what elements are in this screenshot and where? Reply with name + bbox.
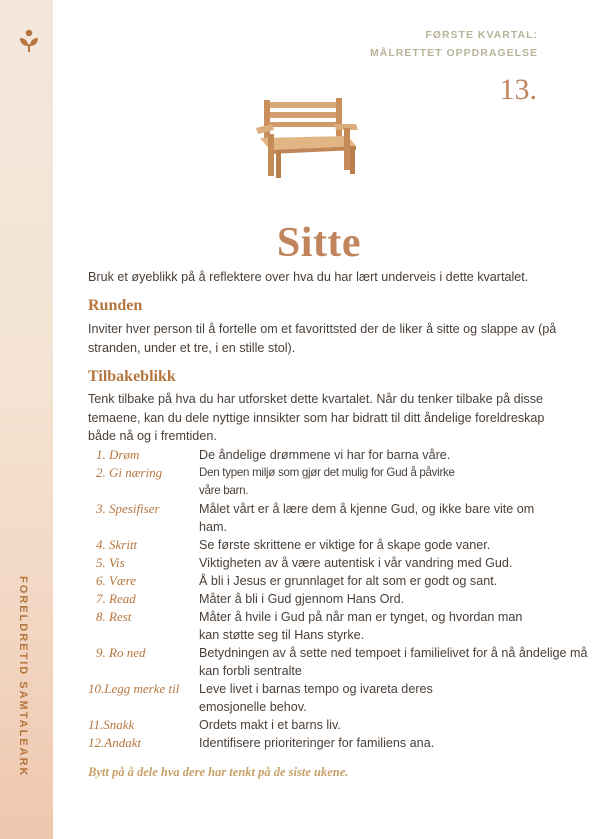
list-item — [88, 590, 598, 608]
item-description: Identifisere prioriteringer for familiens ana. — [199, 736, 435, 750]
quarter-line-2: MÅLRETTET OPPDRAGELSE — [369, 47, 538, 59]
item-description: Å bli i Jesus er grunnlaget for alt som er godt og sant. — [199, 574, 498, 588]
item-label: 1. Drøm — [96, 447, 140, 462]
item-label: 7. Read — [96, 591, 136, 606]
leaf-logo-icon — [19, 29, 39, 53]
item-description: Målet vårt er å lære dem å kjenne Gud, og ikke bare vite om ham. — [199, 502, 535, 534]
item-description: Leve livet i barnas tempo og ivareta deres emosjonelle behov. — [199, 682, 433, 714]
item-description: Viktigheten av å være autentisk i vår vandring med Gud. — [199, 556, 513, 570]
intro-text: Bruk et øyeblikk på å reflektere over hva du har lært underveis i dette kvartalet. — [88, 270, 529, 284]
item-label: 12.Andakt — [88, 735, 142, 750]
list-item — [88, 554, 598, 572]
item-description: Måter å bli i Gud gjennom Hans Ord. — [199, 592, 405, 606]
list-item — [88, 608, 598, 644]
list-item — [88, 446, 598, 464]
footer-prompt: Bytt på å dele hva dere har tenkt på de siste ukene. — [88, 765, 349, 779]
quarter-line-1: FØRSTE KVARTAL: — [425, 29, 538, 41]
quarter-heading — [370, 26, 538, 62]
item-label: 3. Spesifiser — [96, 501, 160, 516]
runden-text: Inviter hver person til å fortelle om et favorittsted der de liker å sitte og slappe av (på stranden, under et tre, i en stille stol). — [88, 322, 557, 355]
item-label: 5. Vis — [96, 555, 125, 570]
item-description: Se første skrittene er viktige for å skape gode vaner. — [199, 538, 491, 552]
list-item — [88, 464, 598, 500]
page-number: 13. — [499, 73, 537, 106]
bench-illustration — [252, 94, 364, 180]
item-label: 9. Ro ned — [96, 645, 146, 660]
list-item — [88, 680, 598, 716]
list-item — [88, 644, 598, 680]
side-strip — [0, 0, 53, 839]
item-description: Måter å hvile i Gud på når man er tynget, og hvordan man kan støtte seg til Hans styrke. — [199, 610, 523, 642]
item-label: 8. Rest — [96, 609, 132, 624]
item-label: 10.Legg merke til — [88, 681, 180, 696]
item-label: 2. Gi næring — [96, 465, 163, 480]
item-description: Den typen miljø som gjør det mulig for Gud å påvirke våre barn. — [199, 466, 455, 497]
section-heading-runden: Runden — [88, 297, 143, 314]
item-label: 11.Snakk — [88, 717, 135, 732]
section-heading-tilbakeblikk: Tilbakeblikk — [88, 368, 176, 385]
item-description: Ordets makt i et barns liv. — [199, 718, 341, 732]
list-item — [88, 536, 598, 554]
item-description: Betydningen av å sette ned tempoet i familielivet for å nå åndelige må kan forbli sentralte — [199, 646, 588, 678]
list-item — [88, 716, 598, 734]
item-label: 6. Være — [96, 573, 136, 588]
list-item — [88, 500, 598, 536]
list-item — [88, 734, 598, 752]
page-title: Sitte — [276, 220, 362, 266]
reflection-list — [88, 446, 598, 752]
tilbakeblikk-text: Tenk tilbake på hva du har utforsket dette kvartalet. Når du tenker tilbake på disse temaene, kan du dele nyttige innsikter som har bidratt til ditt åndelige foreldreskap både nå og i fremtiden. — [88, 392, 545, 443]
list-item — [88, 572, 598, 590]
item-description: De åndelige drømmene vi har for barna våre. — [199, 448, 451, 462]
side-label: FORELDRETID SAMTALEARK — [17, 576, 29, 778]
item-label: 4. Skritt — [96, 537, 138, 552]
